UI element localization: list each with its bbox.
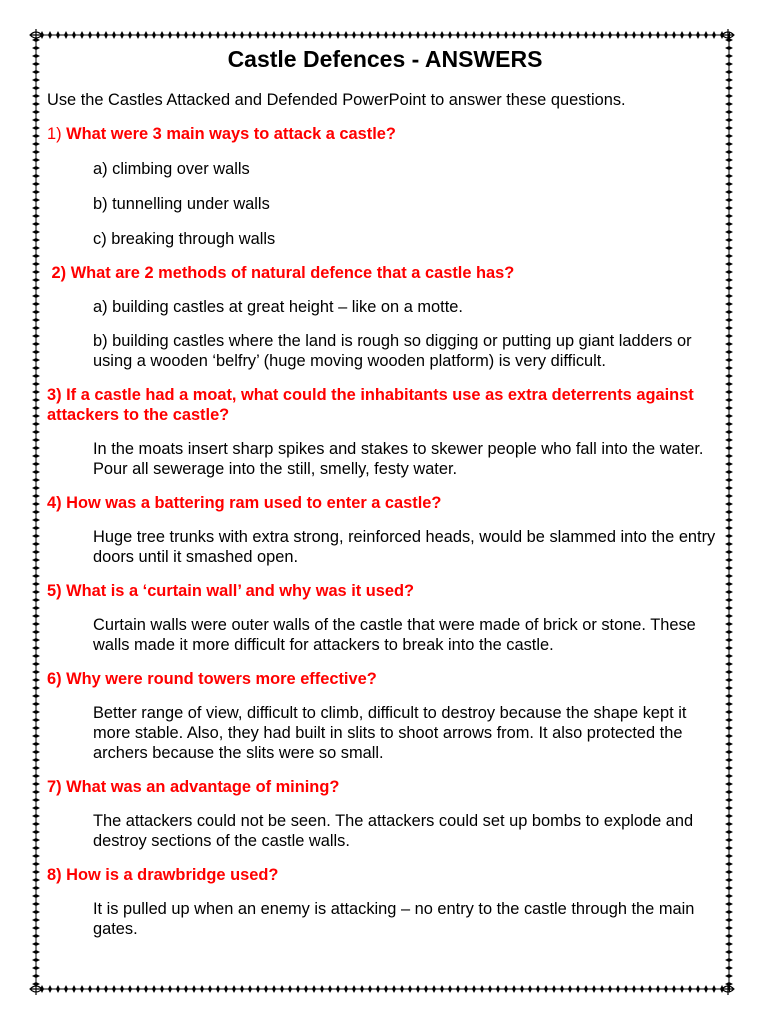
question-3 bbox=[47, 385, 723, 425]
answer-1c: c) breaking through walls bbox=[93, 230, 276, 248]
instructions: Use the Castles Attacked and Defended PowerPoint to answer these questions. bbox=[47, 91, 626, 109]
answer-7: The attackers could not be seen. The attackers could set up bombs to explode and destroy sections of the castle walls. bbox=[93, 812, 694, 850]
question-number: 2) bbox=[47, 264, 67, 282]
question-8 bbox=[47, 865, 723, 885]
decorative-border-bottom bbox=[38, 983, 730, 995]
question-text: How is a drawbridge used? bbox=[61, 866, 279, 884]
flourish-corner-icon bbox=[721, 982, 735, 996]
question-text: What is a ‘curtain wall’ and why was it used? bbox=[61, 582, 415, 600]
question-number: 6) bbox=[47, 670, 62, 688]
question-number: 3) bbox=[47, 386, 62, 404]
answer-3: In the moats insert sharp spikes and stakes to skewer people who fall into the water. Pour all sewerage into the still, smelly, festy water. bbox=[93, 440, 704, 478]
question-1 bbox=[47, 124, 723, 144]
decorative-border-right bbox=[723, 36, 735, 988]
answer-4: Huge tree trunks with extra strong, reinforced heads, would be slammed into the entry doors until it smashed open. bbox=[93, 528, 716, 566]
decorative-border-left bbox=[30, 36, 42, 988]
answer-1a: a) climbing over walls bbox=[93, 160, 250, 178]
question-text: What are 2 methods of natural defence that a castle has? bbox=[66, 264, 515, 282]
question-number: 7) bbox=[47, 778, 62, 796]
decorative-border-top bbox=[38, 29, 730, 41]
question-6 bbox=[47, 669, 723, 689]
flourish-corner-icon bbox=[721, 28, 735, 42]
question-number: 1) bbox=[47, 125, 62, 143]
answer-2b: b) building castles where the land is rough so digging or putting up giant ladders or using a wooden ‘belfry’ (huge moving wooden platform) is very difficult. bbox=[93, 332, 692, 370]
question-4 bbox=[47, 493, 723, 513]
answer-8: It is pulled up when an enemy is attacking – no entry to the castle through the main gates. bbox=[93, 900, 695, 938]
answer-1b: b) tunnelling under walls bbox=[93, 195, 270, 213]
question-7 bbox=[47, 777, 723, 797]
question-number: 4) bbox=[47, 494, 62, 512]
worksheet-content bbox=[47, 44, 723, 939]
flourish-corner-icon bbox=[29, 982, 43, 996]
answer-2a: a) building castles at great height – like on a motte. bbox=[93, 298, 463, 316]
question-text: How was a battering ram used to enter a castle? bbox=[61, 494, 442, 512]
question-text: Why were round towers more effective? bbox=[61, 670, 377, 688]
question-number: 8) bbox=[47, 866, 62, 884]
question-text: If a castle had a moat, what could the inhabitants use as extra deterrents against attackers to the castle? bbox=[47, 386, 694, 424]
question-number: 5) bbox=[47, 582, 62, 600]
flourish-corner-icon bbox=[29, 28, 43, 42]
answer-6: Better range of view, difficult to climb, difficult to destroy because the shape kept it more stable. Also, they had built in slits to shoot arrows from. It also protected the archers because the slits were so small. bbox=[93, 704, 687, 762]
question-5 bbox=[47, 581, 723, 601]
page-title: Castle Defences - ANSWERS bbox=[227, 46, 543, 72]
question-text: What was an advantage of mining? bbox=[61, 778, 340, 796]
answer-5: Curtain walls were outer walls of the castle that were made of brick or stone. These walls made it more difficult for attackers to break into the castle. bbox=[93, 616, 696, 654]
question-text: What were 3 main ways to attack a castle? bbox=[61, 125, 396, 143]
question-2 bbox=[47, 263, 723, 283]
